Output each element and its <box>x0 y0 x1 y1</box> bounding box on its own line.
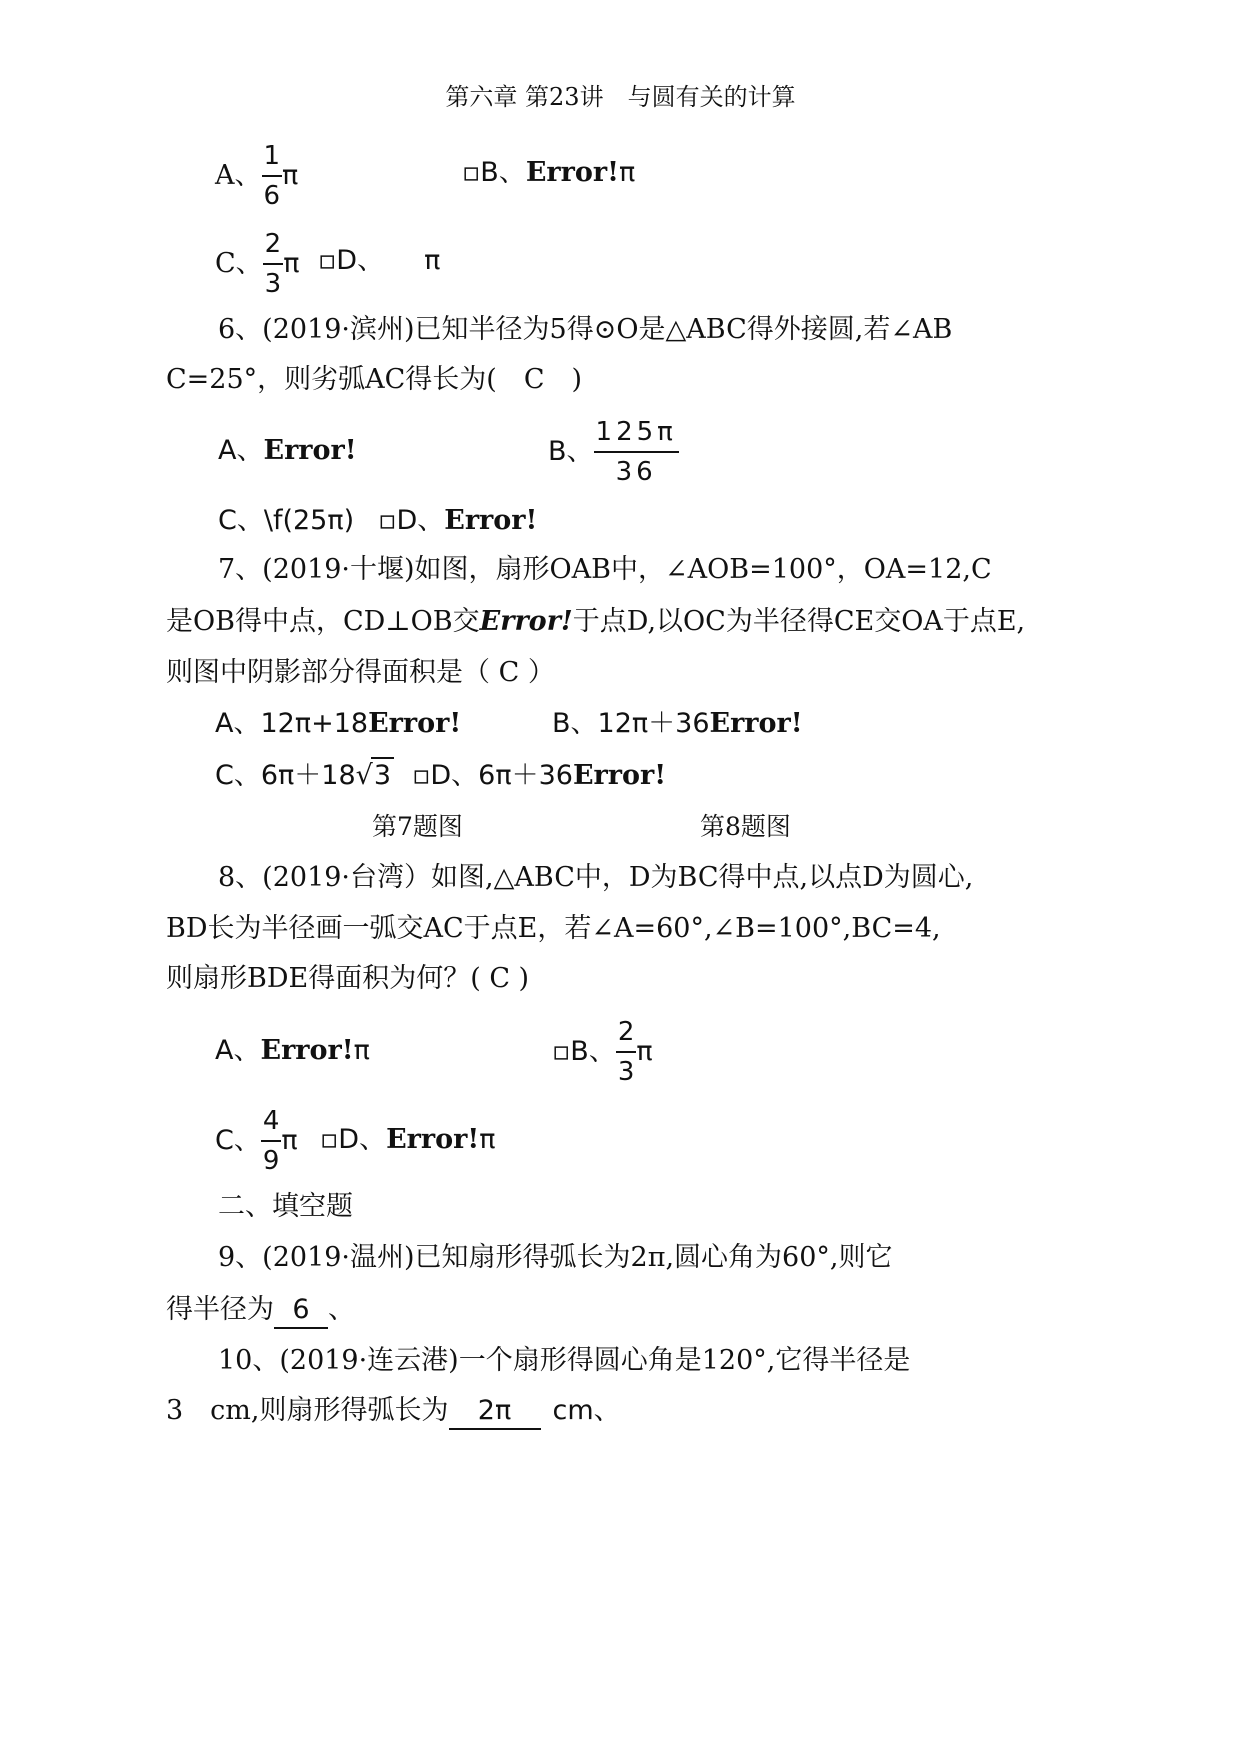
q9-stem-line1 <box>218 1241 893 1275</box>
pi-symbol: π <box>618 157 636 188</box>
option-text: 12π＋36 <box>597 708 710 739</box>
q7-option-b <box>552 707 803 741</box>
option-text: 6π＋36 <box>478 760 573 791</box>
q7-stem-line1 <box>218 553 992 587</box>
error-text: Error! <box>572 760 667 791</box>
q7-option-a <box>215 707 461 741</box>
question-text: 得半径为 <box>166 1294 274 1325</box>
q6-option-b <box>548 416 679 488</box>
fraction-numerator: 4 <box>262 1106 280 1136</box>
pi-symbol: π <box>283 248 300 279</box>
q5-option-a <box>215 140 298 212</box>
option-label: C、 <box>215 248 263 279</box>
question-text: 9、(2019·温州)已知扇形得弧长为2π,圆心角为60°,则它 <box>218 1242 893 1273</box>
pi-symbol: π <box>282 160 299 191</box>
option-label: A、 <box>218 435 264 466</box>
q6-stem-line1 <box>218 313 952 347</box>
question-text: 7、(2019·十堰)如图，扇形OAB中，∠AOB=100°，OA=12,C <box>218 554 992 585</box>
option-label: A、 <box>215 160 262 191</box>
pi-symbol: π <box>424 245 441 276</box>
q8-option-c <box>215 1105 298 1177</box>
q7-stem-line3 <box>166 656 555 690</box>
answer-blank: 2π <box>449 1394 541 1430</box>
error-text: Error! <box>386 1124 480 1155</box>
option-label: B、 <box>552 708 598 739</box>
question-text: 10、(2019·连云港)一个扇形得圆心角是120°,它得半径是 <box>218 1345 911 1376</box>
option-label: C、 <box>218 505 264 536</box>
section-title-text: 二、填空题 <box>218 1191 353 1222</box>
option-label: ▫B、 <box>552 1036 616 1067</box>
question-text: cm、 <box>552 1395 621 1426</box>
q8-stem-line2 <box>166 912 941 946</box>
fraction-bar <box>616 1051 637 1053</box>
fraction-denominator: 3 <box>264 269 282 299</box>
section-title <box>218 1190 353 1224</box>
pi-symbol: π <box>353 1035 370 1066</box>
option-text: \f(25π) <box>263 505 355 536</box>
option-label: A、 <box>215 708 261 739</box>
question-text: 则扇形BDE得面积为何？( C ) <box>166 963 530 994</box>
question-text: 于点D,以OC为半径得CE交OA于点E, <box>572 606 1026 637</box>
error-text: Error! <box>479 606 573 637</box>
fraction-denominator: 6 <box>263 181 281 211</box>
fraction <box>262 140 283 212</box>
error-text: Error! <box>368 708 462 739</box>
fraction <box>594 416 679 488</box>
q10-stem-line2 <box>166 1394 621 1430</box>
question-text: C=25°，则劣弧AC得长为( C ) <box>166 364 583 395</box>
figure-caption-8 <box>700 810 791 844</box>
option-text: 12π+18 <box>260 708 369 739</box>
fraction-numerator: 125π <box>595 417 677 447</box>
q8-stem-line1 <box>218 861 973 895</box>
radicand: 3 <box>371 757 394 793</box>
q6-stem-line2 <box>166 363 582 397</box>
caption-text: 第8题图 <box>700 812 791 841</box>
error-text: Error! <box>263 435 357 466</box>
question-text: 3 cm,则扇形得弧长为 <box>166 1395 449 1426</box>
page-header <box>0 80 1241 114</box>
question-text: BD长为半径画一弧交AC于点E，若∠A=60°,∠B=100°,BC=4, <box>166 913 941 944</box>
q6-options-cd <box>218 504 537 538</box>
fraction-numerator: 1 <box>263 141 281 171</box>
fraction-bar <box>594 451 679 453</box>
option-text: 6π＋18 <box>260 760 356 791</box>
q8-option-b <box>552 1016 653 1088</box>
fraction-numerator: 2 <box>264 229 282 259</box>
pi-symbol: π <box>479 1124 496 1155</box>
fraction-bar <box>261 1140 282 1142</box>
error-text: Error! <box>444 505 538 536</box>
q8-option-a <box>215 1034 370 1068</box>
square-root <box>356 757 394 793</box>
option-label: ▫D、 <box>318 245 385 276</box>
error-text: Error! <box>525 157 619 188</box>
q7-options-cd <box>215 757 666 793</box>
fraction-denominator: 3 <box>617 1057 635 1087</box>
radical-sign-icon: √ <box>355 760 373 791</box>
fraction <box>616 1016 637 1088</box>
error-text: Error! <box>709 708 803 739</box>
q8-option-d <box>320 1123 495 1157</box>
pi-symbol: π <box>636 1036 653 1067</box>
fraction <box>263 228 284 300</box>
q9-stem-line2 <box>166 1293 355 1329</box>
q10-stem-line1 <box>218 1344 910 1378</box>
fraction-bar <box>262 175 283 177</box>
pi-symbol: π <box>281 1125 298 1156</box>
q5-option-d <box>318 244 440 278</box>
option-label: ▫D、 <box>378 505 445 536</box>
fraction-numerator: 2 <box>617 1017 635 1047</box>
figure-caption-7 <box>372 810 463 844</box>
q5-option-b <box>462 156 635 190</box>
fraction <box>261 1105 282 1177</box>
error-text: Error! <box>260 1035 354 1066</box>
question-text: 8、(2019·台湾）如图,△ABC中，D为BC得中点,以点D为圆心, <box>218 862 974 893</box>
option-label: A、 <box>215 1035 261 1066</box>
option-label: ▫D、 <box>412 760 479 791</box>
option-label: ▫B、 <box>462 157 526 188</box>
caption-text: 第7题图 <box>372 812 463 841</box>
option-label: C、 <box>215 760 261 791</box>
q7-stem-line2 <box>166 605 1025 639</box>
option-label: B、 <box>548 436 594 467</box>
question-text: 、 <box>328 1294 355 1325</box>
q5-option-c <box>215 228 299 300</box>
q8-stem-line3 <box>166 962 529 996</box>
fraction-bar <box>263 263 284 265</box>
answer-blank: 6 <box>274 1293 328 1329</box>
option-label: C、 <box>215 1125 261 1156</box>
page-header-title: 第六章 第23讲 与圆有关的计算 <box>445 83 796 111</box>
question-text: 则图中阴影部分得面积是（ C ） <box>166 657 555 688</box>
q6-option-a <box>218 434 357 468</box>
option-label: ▫D、 <box>320 1124 387 1155</box>
question-text: 是OB得中点，CD⊥OB交 <box>166 606 480 637</box>
fraction-denominator: 9 <box>262 1146 280 1176</box>
fraction-denominator: 36 <box>615 457 657 487</box>
question-text: 6、(2019·滨州)已知半径为5得⊙O是△ABC得外接圆,若∠AB <box>218 314 953 345</box>
